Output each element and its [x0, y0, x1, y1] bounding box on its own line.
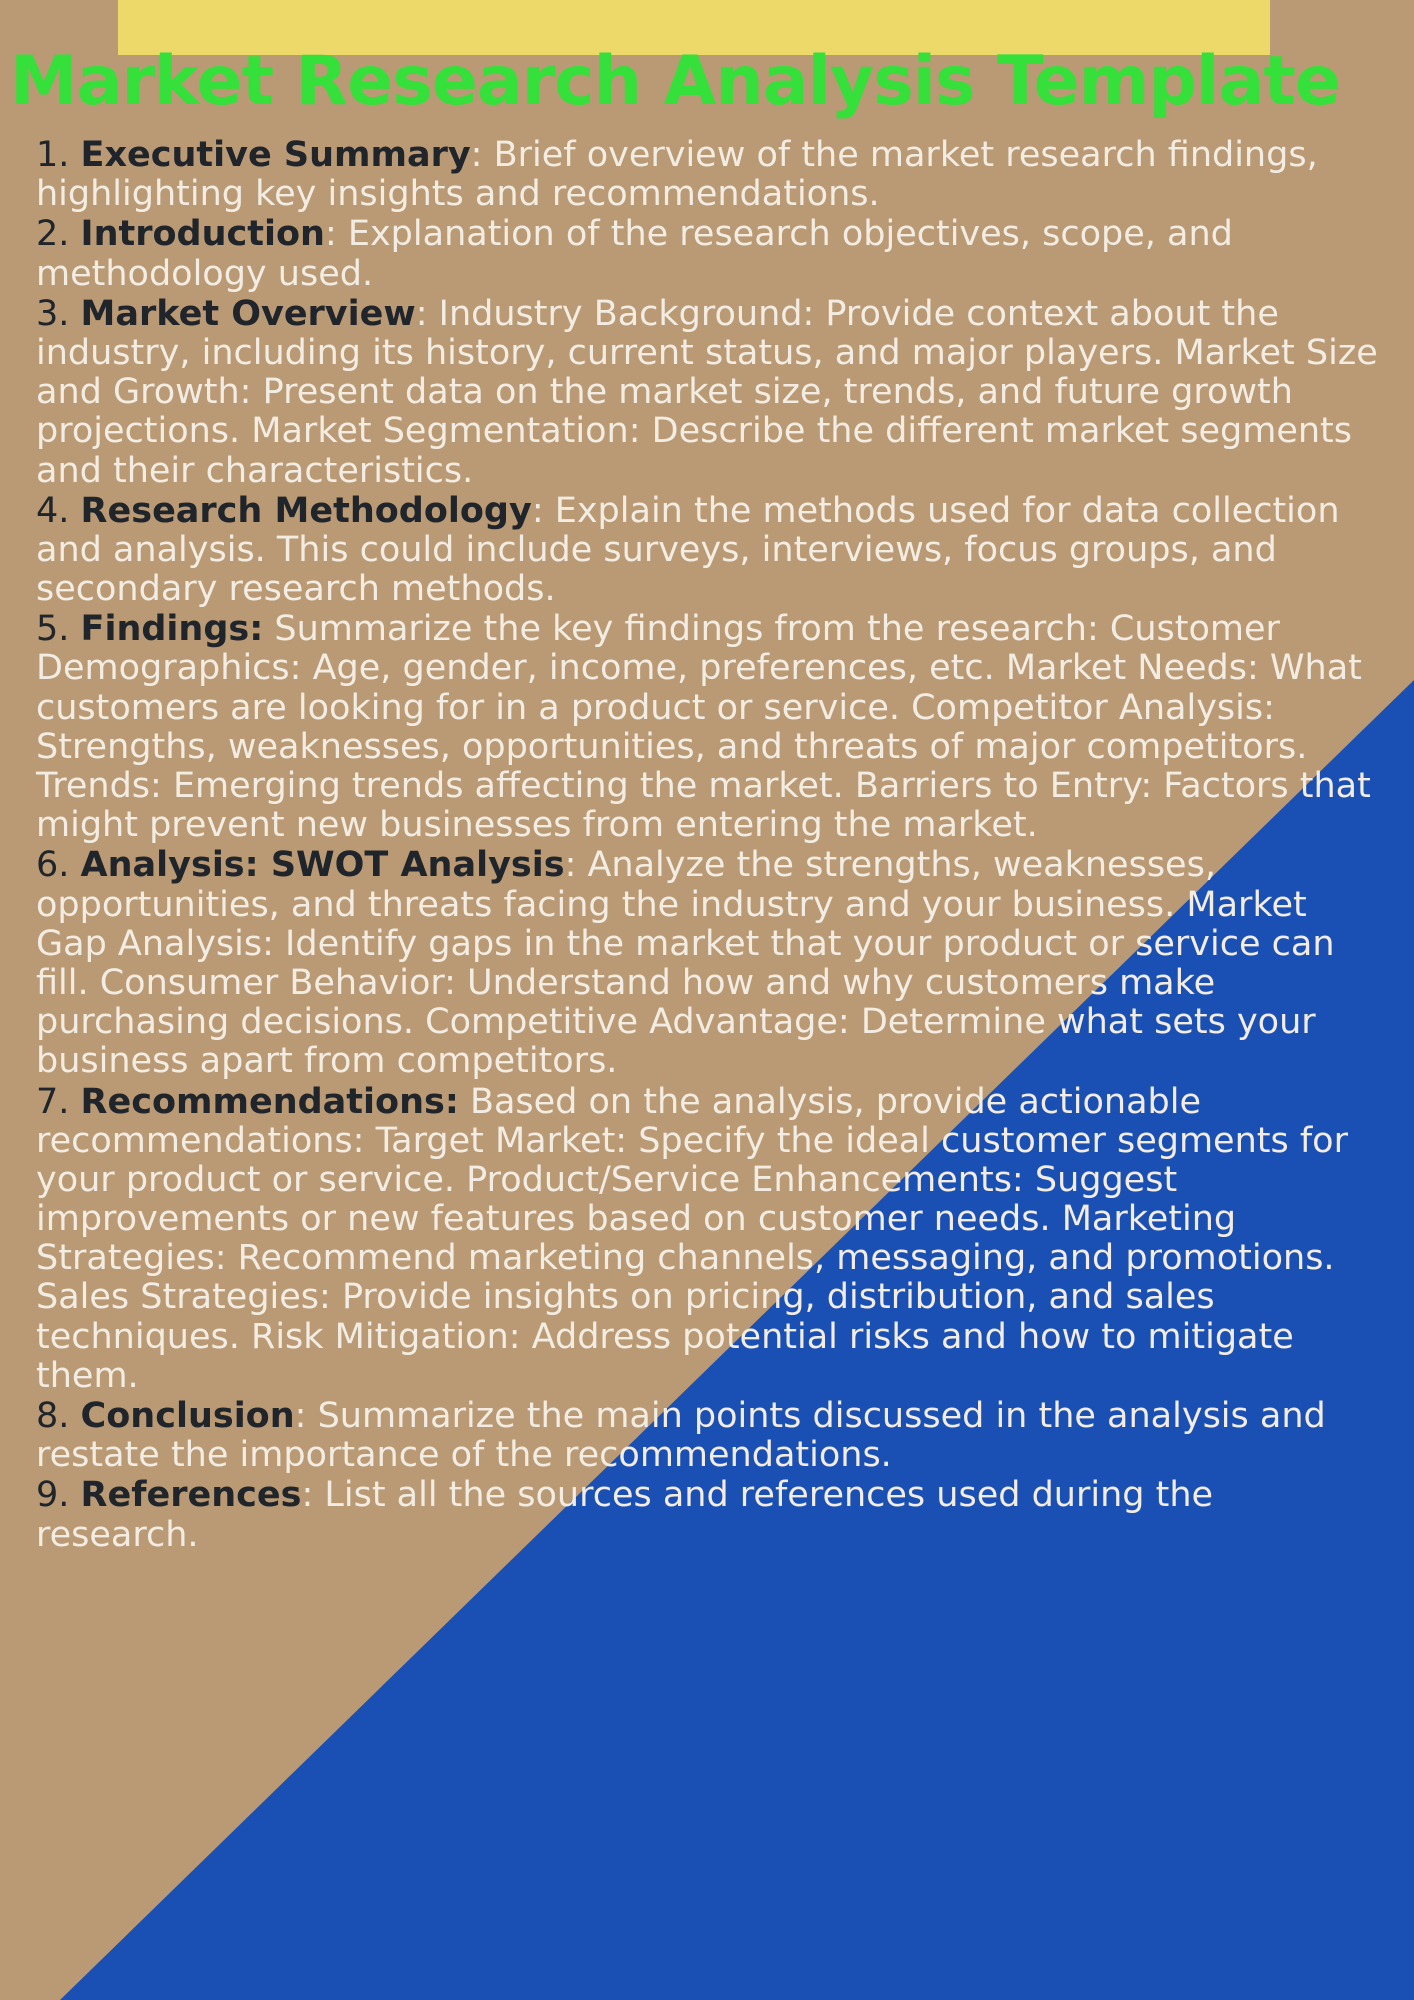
section-item — [36, 846, 1384, 1081]
section-body: : Explanation of the research objectives, scope, and methodology used. — [36, 214, 1233, 294]
section-item — [36, 295, 1384, 491]
section-heading: Introduction — [80, 214, 325, 255]
section-heading: Analysis: SWOT Analysis — [80, 845, 565, 886]
section-item — [36, 610, 1384, 845]
sections-list — [36, 136, 1384, 1556]
section-body: : Brief overview of the market research findings, highlighting key insights and recommendations. — [36, 135, 1318, 215]
section-number: 8. — [36, 1396, 70, 1436]
section-item — [36, 1083, 1384, 1397]
section-body: Based on the analysis, provide actionable recommendations: Target Market: Specify the ideal customer segments for your product or service. Product/Service Enhancements: Suggest improvements or new features based on customer needs. Marketing Strategies: Recommend marketing channels, messaging, and promotions. Sales Strategies: Provide insights on pricing, distribution, and sales techniques. Risk Mitigation: Address potential risks and how to mitigate them. — [36, 1081, 1348, 1396]
section-number: 5. — [36, 609, 70, 650]
section-body: : Industry Background: Provide context about the industry, including its history, current status, and major players. Market Size and Growth: Present data on the market size, trends, and future growth projections. Market Segmentation: Describe the different market segments and their characteristics. — [36, 293, 1378, 491]
section-body: Summarize the key findings from the research: Customer Demographics: Age, gender, income, preferences, etc. Market Needs: What customers are looking for in a product or service. Competitor Analysis: Strengths, weaknesses, opportunities, and threats of major competitors. Trends: Emerging trends affecting the market. Barriers to Entry: Factors that might prevent new businesses from entering the market. — [36, 609, 1371, 846]
section-heading: Market Overview — [80, 293, 416, 334]
section-number: 3. — [36, 293, 70, 334]
page-title: Market Research Analysis Template — [10, 42, 1340, 121]
section-number: 1. — [36, 135, 70, 175]
section-body: : Explain the methods used for data collection and analysis. This could include surveys, interviews, focus groups, and secondary research methods. — [36, 490, 1340, 610]
section-heading: Findings: — [80, 609, 264, 650]
section-body: : Summarize the main points discussed in the analysis and restate the importance of the recommendations. — [36, 1396, 1326, 1476]
section-body: : List all the sources and references used during the research. — [36, 1475, 1214, 1555]
section-number: 7. — [36, 1081, 70, 1122]
section-item — [36, 1397, 1384, 1475]
section-heading: Research Methodology — [80, 490, 532, 531]
section-number: 9. — [36, 1475, 70, 1516]
section-number: 2. — [36, 214, 70, 255]
section-number: 6. — [36, 845, 70, 886]
section-heading: References — [80, 1475, 302, 1516]
section-item — [36, 215, 1384, 293]
section-item — [36, 136, 1384, 214]
section-item — [36, 1476, 1384, 1554]
section-heading: Recommendations: — [80, 1081, 459, 1122]
section-body: : Analyze the strengths, weaknesses, opportunities, and threats facing the industry and your business. Market Gap Analysis: Identify gaps in the market that your product or service can fill. Consumer Behavior: Understand how and why customers make purchasing decisions. Competitive Advantage: Determine what sets your business apart from competitors. — [36, 845, 1335, 1082]
section-heading: Conclusion — [80, 1396, 295, 1436]
section-heading: Executive Summary — [80, 135, 471, 175]
section-number: 4. — [36, 490, 70, 531]
section-item — [36, 492, 1384, 610]
